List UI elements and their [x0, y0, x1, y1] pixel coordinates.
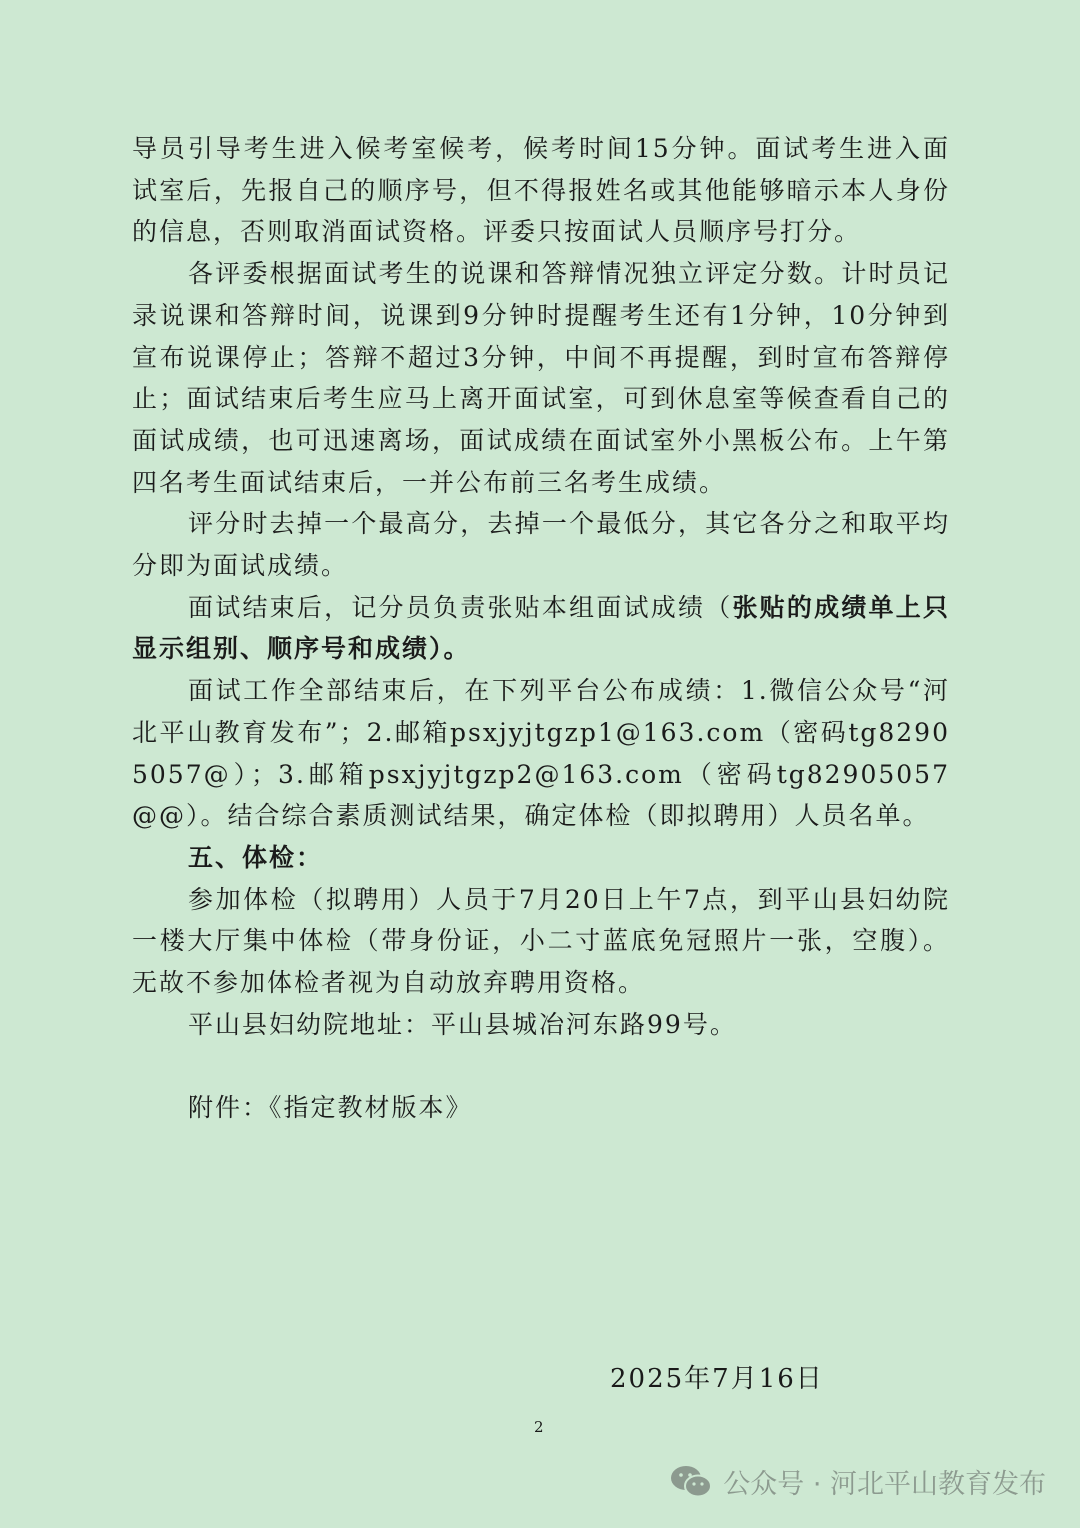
spacer	[132, 1045, 950, 1087]
score-posting-text: 面试结束后，记分员负责张贴本组面试成绩（	[188, 592, 733, 622]
paragraph-waiting-room: 导员引导考生进入候考室候考，候考时间15分钟。面试考生进入面试室后，先报自己的顺序号，但不得报姓名或其他能够暗示本人身份的信息，否则取消面试资格。评委只按面试人员顺序号打分。	[132, 134, 950, 247]
wechat-icon	[669, 1464, 713, 1500]
attachment-line: 附件：《指定教材版本》	[188, 1093, 473, 1123]
document-date: 2025年7月16日	[610, 1364, 824, 1394]
paragraph-scoring-process: 各评委根据面试考生的说课和答辩情况独立评定分数。计时员记录说课和答辩时间，说课到9分钟时提醒考生还有1分钟，10分钟到宣布说课停止；答辩不超过3分钟，中间不再提醒，到时宣布答辩停止；面试结束后考生应马上离开面试室，可到休息室等候查看自己的面试成绩，也可迅速离场，面试成绩在面试室外小黑板公布。上午第四名考生面试结束后，一并公布前三名考生成绩。	[132, 259, 950, 497]
watermark-text: 公众号 · 河北平山教育发布	[723, 1469, 1046, 1500]
paragraph-physical-exam: 参加体检（拟聘用）人员于7月20日上午7点，到平山县妇幼院一楼大厅集中体检（带身份证，小二寸蓝底免冠照片一张，空腹）。无故不参加体检者视为自动放弃聘用资格。	[132, 884, 950, 998]
paragraph-score-posting	[132, 587, 950, 670]
page-number: 2	[534, 1418, 544, 1436]
paragraph-results-publication: 面试工作全部结束后，在下列平台公布成绩：1.微信公众号“河北平山教育发布”；2.邮箱psxjyjtgzp1@163.com（密码tg82905057@）；3.邮箱psxjyjtgzp2@163.com（密码tg82905057@@）。结合综合素质测试结果，确定体检（即拟聘用）人员名单。	[132, 676, 950, 831]
document-body	[132, 128, 950, 1129]
watermark	[669, 1462, 1046, 1501]
section-heading-physical-exam: 五、体检：	[188, 842, 324, 872]
paragraph-score-calculation: 评分时去掉一个最高分，去掉一个最低分，其它各分之和取平均分即为面试成绩。	[132, 509, 950, 581]
paragraph-hospital-address: 平山县妇幼院地址：平山县城冶河东路99号。	[188, 1009, 737, 1039]
score-posting-bold-text: 张贴的成绩单上只显示组别、顺序号和成绩）。	[132, 592, 950, 664]
